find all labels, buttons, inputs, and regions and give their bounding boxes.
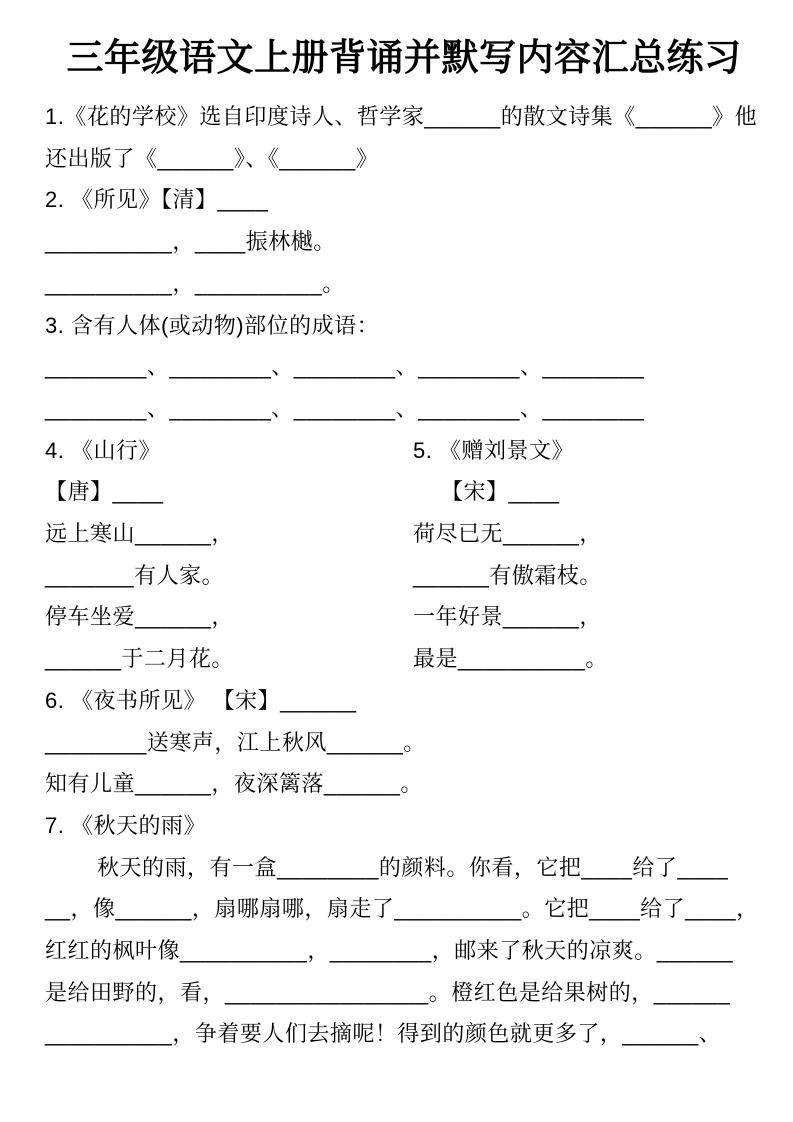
section-q3 xyxy=(45,305,763,430)
q7-para-line-3: 红红的枫叶像__________，________，邮来了秋天的凉爽。______ xyxy=(45,938,734,964)
q5-heading: 5. 《赠刘景文》 xyxy=(413,437,574,463)
q5-author-line: 【宋】____ xyxy=(441,479,560,505)
q4-verse-4: ______于二月花。 xyxy=(45,646,234,672)
q5-verse-1: 荷尽已无______， xyxy=(413,521,602,547)
section-q4 xyxy=(45,430,413,680)
poems-two-column xyxy=(45,430,763,680)
q4-author-line: 【唐】____ xyxy=(45,479,164,505)
q7-para-line-5: __________，争着要人们去摘呢！得到的颜色就更多了，______、 xyxy=(45,1021,722,1047)
q2-line-2: __________，__________。 xyxy=(45,270,345,296)
q7-para-line-1: 秋天的雨，有一盒________的颜料。你看，它把____给了____ xyxy=(97,854,729,880)
q3-blanks-row-2: ________、________、________、________、________ xyxy=(45,395,645,421)
q6-heading: 6. 《夜书所见》 【宋】______ xyxy=(45,687,357,713)
q2-heading: 2. 《所见》【清】____ xyxy=(45,187,269,213)
section-q6 xyxy=(45,680,763,805)
q6-verse-2: 知有儿童______，夜深篱落______。 xyxy=(45,771,423,797)
section-q7 xyxy=(45,805,763,1055)
section-q2 xyxy=(45,179,763,304)
q5-verse-2: ______有傲霜枝。 xyxy=(413,562,602,588)
section-q1 xyxy=(45,96,763,179)
q7-para-line-4: 是给田野的，看，________________。橙红色是给果树的，______ xyxy=(45,979,731,1005)
q5-verse-3: 一年好景______， xyxy=(413,604,602,630)
q4-verse-3: 停车坐爱______， xyxy=(45,604,234,630)
q1-line-1: 还出版了《______》、《______》 xyxy=(45,145,379,171)
page-title: 三年级语文上册背诵并默写内容汇总练习 xyxy=(66,37,742,78)
q4-verse-1: 远上寒山______， xyxy=(45,521,234,547)
q7-heading: 7. 《秋天的雨》 xyxy=(45,812,206,838)
q2-line-1: __________，____振林樾。 xyxy=(45,229,336,255)
q4-heading: 4. 《山行》 xyxy=(45,437,161,463)
q7-para-line-2: __，像______，扇哪扇哪，扇走了__________。它把____给了____， xyxy=(45,896,759,922)
q3-heading: 3. 含有人体(或动物)部位的成语： xyxy=(45,312,380,338)
q1-line-0: 1.《花的学校》选自印度诗人、哲学家______的散文诗集《______》他 xyxy=(45,104,758,129)
section-q5 xyxy=(413,430,763,680)
q5-verse-4: 最是__________。 xyxy=(413,646,608,672)
q4-verse-2: _______有人家。 xyxy=(45,562,225,588)
q6-verse-1: ________送寒声，江上秋风______。 xyxy=(45,729,426,755)
q3-blanks-row-1: ________、________、________、________、________ xyxy=(45,354,645,380)
